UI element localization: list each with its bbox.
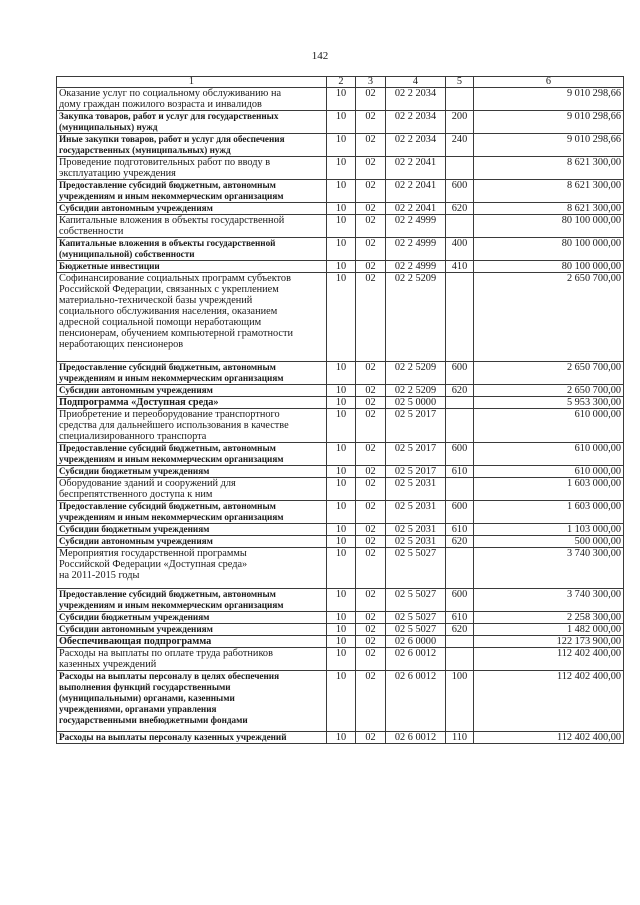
section-code-cell: 10 [327,478,356,501]
row-name-cell: Расходы на выплаты по оплате труда работников казенных учреждений [57,648,327,671]
target-item-code-cell: 02 2 2034 [386,134,446,157]
section-code-cell: 10 [327,466,356,478]
amount-cell: 9 010 298,66 [474,111,624,134]
subsection-code-cell: 02 [356,397,386,409]
expense-type-code-cell [446,273,474,362]
subsection-code-cell: 02 [356,648,386,671]
target-item-code-cell: 02 6 0012 [386,732,446,744]
row-name-cell: Субсидии автономным учреждениям [57,536,327,548]
section-code-cell: 10 [327,443,356,466]
amount-cell: 9 010 298,66 [474,134,624,157]
row-name-cell: Субсидии бюджетным учреждениям [57,612,327,624]
target-item-code-cell: 02 2 5209 [386,385,446,397]
subsection-code-cell: 02 [356,238,386,261]
target-item-code-cell: 02 2 2041 [386,203,446,215]
budget-table [56,76,624,744]
amount-cell: 500 000,00 [474,536,624,548]
section-code-cell: 10 [327,203,356,215]
target-item-code-cell: 02 2 4999 [386,238,446,261]
subsection-code-cell: 02 [356,501,386,524]
subsection-code-cell: 02 [356,385,386,397]
subsection-code-cell: 02 [356,466,386,478]
row-name-cell: Подпрограмма «Доступная среда» [57,397,327,409]
target-item-code-cell: 02 5 2031 [386,478,446,501]
expense-type-code-cell: 200 [446,111,474,134]
subsection-code-cell: 02 [356,732,386,744]
target-item-code-cell: 02 2 2041 [386,157,446,180]
subsection-code-cell: 02 [356,157,386,180]
expense-type-code-cell: 410 [446,261,474,273]
amount-cell: 610 000,00 [474,466,624,478]
target-item-code-cell: 02 2 4999 [386,261,446,273]
expense-type-code-cell [446,478,474,501]
amount-cell: 112 402 400,00 [474,648,624,671]
table-row [57,157,624,180]
table-row [57,261,624,273]
row-name-cell: Обеспечивающая подпрограмма [57,636,327,648]
table-row [57,385,624,397]
section-code-cell: 10 [327,501,356,524]
table-row [57,273,624,362]
table-row [57,671,624,732]
amount-cell: 3 740 300,00 [474,548,624,589]
section-code-cell: 10 [327,362,356,385]
target-item-code-cell: 02 2 4999 [386,215,446,238]
section-code-cell: 10 [327,238,356,261]
section-code-cell: 10 [327,385,356,397]
row-name-cell: Капитальные вложения в объекты государственной (муниципальной) собственности [57,238,327,261]
expense-type-code-cell: 600 [446,501,474,524]
section-code-cell: 10 [327,524,356,536]
column-header: 6 [474,77,624,88]
target-item-code-cell: 02 5 2017 [386,409,446,443]
table-row [57,397,624,409]
row-name-cell: Капитальные вложения в объекты государственной собственности [57,215,327,238]
expense-type-code-cell [446,648,474,671]
table-row [57,732,624,744]
subsection-code-cell: 02 [356,88,386,111]
subsection-code-cell: 02 [356,273,386,362]
expense-type-code-cell [446,215,474,238]
section-code-cell: 10 [327,536,356,548]
row-name-cell: Субсидии автономным учреждениям [57,385,327,397]
table-row [57,180,624,203]
amount-cell: 8 621 300,00 [474,157,624,180]
row-name-cell: Предоставление субсидий бюджетным, автономным учреждениям и иным некоммерческим организациям [57,362,327,385]
amount-cell: 610 000,00 [474,443,624,466]
row-name-cell: Субсидии автономным учреждениям [57,624,327,636]
table-header-row [57,77,624,88]
expense-type-code-cell: 240 [446,134,474,157]
subsection-code-cell: 02 [356,134,386,157]
target-item-code-cell: 02 2 2034 [386,111,446,134]
expense-type-code-cell: 600 [446,362,474,385]
amount-cell: 112 402 400,00 [474,671,624,732]
table-row [57,648,624,671]
table-row [57,624,624,636]
row-name-cell: Приобретение и переоборудование транспортного средства для дальнейшего использования в качестве специализированного транспорта [57,409,327,443]
row-name-cell: Предоставление субсидий бюджетным, автономным учреждениям и иным некоммерческим организациям [57,180,327,203]
section-code-cell: 10 [327,134,356,157]
page-number: 142 [311,50,329,62]
expense-type-code-cell: 610 [446,466,474,478]
subsection-code-cell: 02 [356,111,386,134]
target-item-code-cell: 02 6 0012 [386,648,446,671]
row-name-cell: Софинансирование социальных программ субъектов Российской Федерации, связанных с укреплением материально-технической базы учреждений социального обслуживания населения, оказанием адресной социальной помощи неработающим пенсионерам, обучением компьютерной грамотности неработающих пенсионеров [57,273,327,362]
subsection-code-cell: 02 [356,261,386,273]
table-row [57,478,624,501]
table-row [57,443,624,466]
expense-type-code-cell: 100 [446,671,474,732]
expense-type-code-cell [446,409,474,443]
subsection-code-cell: 02 [356,180,386,203]
target-item-code-cell: 02 5 2017 [386,443,446,466]
subsection-code-cell: 02 [356,624,386,636]
column-header: 2 [327,77,356,88]
table-row [57,466,624,478]
expense-type-code-cell: 600 [446,589,474,612]
expense-type-code-cell [446,88,474,111]
row-name-cell: Закупка товаров, работ и услуг для государственных (муниципальных) нужд [57,111,327,134]
table-row [57,111,624,134]
amount-cell: 610 000,00 [474,409,624,443]
amount-cell: 2 650 700,00 [474,273,624,362]
table-row [57,88,624,111]
amount-cell: 2 650 700,00 [474,385,624,397]
amount-cell: 5 953 300,00 [474,397,624,409]
amount-cell: 1 603 000,00 [474,501,624,524]
amount-cell: 2 258 300,00 [474,612,624,624]
row-name-cell: Субсидии бюджетным учреждениям [57,524,327,536]
subsection-code-cell: 02 [356,548,386,589]
expense-type-code-cell: 620 [446,624,474,636]
row-name-cell: Предоставление субсидий бюджетным, автономным учреждениям и иным некоммерческим организациям [57,443,327,466]
section-code-cell: 10 [327,671,356,732]
table-row [57,589,624,612]
target-item-code-cell: 02 5 2031 [386,524,446,536]
section-code-cell: 10 [327,180,356,203]
table-row [57,501,624,524]
subsection-code-cell: 02 [356,203,386,215]
amount-cell: 9 010 298,66 [474,88,624,111]
row-name-cell: Субсидии бюджетным учреждениям [57,466,327,478]
subsection-code-cell: 02 [356,524,386,536]
target-item-code-cell: 02 5 5027 [386,589,446,612]
amount-cell: 3 740 300,00 [474,589,624,612]
target-item-code-cell: 02 5 2031 [386,501,446,524]
amount-cell: 80 100 000,00 [474,261,624,273]
section-code-cell: 10 [327,648,356,671]
table-row [57,362,624,385]
subsection-code-cell: 02 [356,443,386,466]
expense-type-code-cell: 610 [446,612,474,624]
subsection-code-cell: 02 [356,536,386,548]
row-name-cell: Субсидии автономным учреждениям [57,203,327,215]
row-name-cell: Оборудование зданий и сооружений для беспрепятственного доступа к ним [57,478,327,501]
subsection-code-cell: 02 [356,478,386,501]
target-item-code-cell: 02 2 2034 [386,88,446,111]
table-row [57,636,624,648]
table-row [57,238,624,261]
expense-type-code-cell: 600 [446,443,474,466]
expense-type-code-cell: 620 [446,385,474,397]
subsection-code-cell: 02 [356,612,386,624]
expense-type-code-cell: 620 [446,536,474,548]
target-item-code-cell: 02 6 0000 [386,636,446,648]
expense-type-code-cell: 110 [446,732,474,744]
target-item-code-cell: 02 5 5027 [386,612,446,624]
expense-type-code-cell: 400 [446,238,474,261]
section-code-cell: 10 [327,261,356,273]
table-row [57,215,624,238]
section-code-cell: 10 [327,624,356,636]
section-code-cell: 10 [327,111,356,134]
row-name-cell: Иные закупки товаров, работ и услуг для обеспечения государственных (муниципальных) нужд [57,134,327,157]
row-name-cell: Расходы на выплаты персоналу казенных учреждений [57,732,327,744]
table-row [57,536,624,548]
amount-cell: 80 100 000,00 [474,238,624,261]
row-name-cell: Бюджетные инвестиции [57,261,327,273]
subsection-code-cell: 02 [356,409,386,443]
target-item-code-cell: 02 6 0012 [386,671,446,732]
section-code-cell: 10 [327,397,356,409]
column-header: 4 [386,77,446,88]
target-item-code-cell: 02 5 2017 [386,466,446,478]
subsection-code-cell: 02 [356,671,386,732]
target-item-code-cell: 02 5 5027 [386,624,446,636]
expense-type-code-cell [446,157,474,180]
row-name-cell: Предоставление субсидий бюджетным, автономным учреждениям и иным некоммерческим организациям [57,589,327,612]
row-name-cell: Оказание услуг по социальному обслуживанию на дому граждан пожилого возраста и инвалидов [57,88,327,111]
row-name-cell: Расходы на выплаты персоналу в целях обеспечения выполнения функций государственными (муниципальными) органами, казенными учреждениями, органами управления государственными внебюджетными фондами [57,671,327,732]
expense-type-code-cell [446,636,474,648]
subsection-code-cell: 02 [356,636,386,648]
subsection-code-cell: 02 [356,362,386,385]
expense-type-code-cell [446,397,474,409]
expense-type-code-cell: 620 [446,203,474,215]
section-code-cell: 10 [327,409,356,443]
expense-type-code-cell: 610 [446,524,474,536]
amount-cell: 80 100 000,00 [474,215,624,238]
amount-cell: 2 650 700,00 [474,362,624,385]
subsection-code-cell: 02 [356,215,386,238]
amount-cell: 1 603 000,00 [474,478,624,501]
section-code-cell: 10 [327,732,356,744]
amount-cell: 8 621 300,00 [474,180,624,203]
section-code-cell: 10 [327,157,356,180]
section-code-cell: 10 [327,215,356,238]
row-name-cell: Предоставление субсидий бюджетным, автономным учреждениям и иным некоммерческим организациям [57,501,327,524]
expense-type-code-cell: 600 [446,180,474,203]
table-row [57,524,624,536]
section-code-cell: 10 [327,88,356,111]
amount-cell: 1 482 000,00 [474,624,624,636]
row-name-cell: Мероприятия государственной программы Российской Федерации «Доступная среда» на 2011-2015 годы [57,548,327,589]
section-code-cell: 10 [327,612,356,624]
table-row [57,612,624,624]
amount-cell: 8 621 300,00 [474,203,624,215]
amount-cell: 112 402 400,00 [474,732,624,744]
target-item-code-cell: 02 5 2031 [386,536,446,548]
table-row [57,203,624,215]
row-name-cell: Проведение подготовительных работ по вводу в эксплуатацию учреждения [57,157,327,180]
target-item-code-cell: 02 5 5027 [386,548,446,589]
target-item-code-cell: 02 2 2041 [386,180,446,203]
section-code-cell: 10 [327,273,356,362]
expense-type-code-cell [446,548,474,589]
column-header: 3 [356,77,386,88]
section-code-cell: 10 [327,636,356,648]
table-row [57,548,624,589]
target-item-code-cell: 02 5 0000 [386,397,446,409]
amount-cell: 122 173 900,00 [474,636,624,648]
column-header: 5 [446,77,474,88]
amount-cell: 1 103 000,00 [474,524,624,536]
column-header: 1 [57,77,327,88]
subsection-code-cell: 02 [356,589,386,612]
target-item-code-cell: 02 2 5209 [386,362,446,385]
section-code-cell: 10 [327,589,356,612]
table-row [57,409,624,443]
table-row [57,134,624,157]
section-code-cell: 10 [327,548,356,589]
target-item-code-cell: 02 2 5209 [386,273,446,362]
